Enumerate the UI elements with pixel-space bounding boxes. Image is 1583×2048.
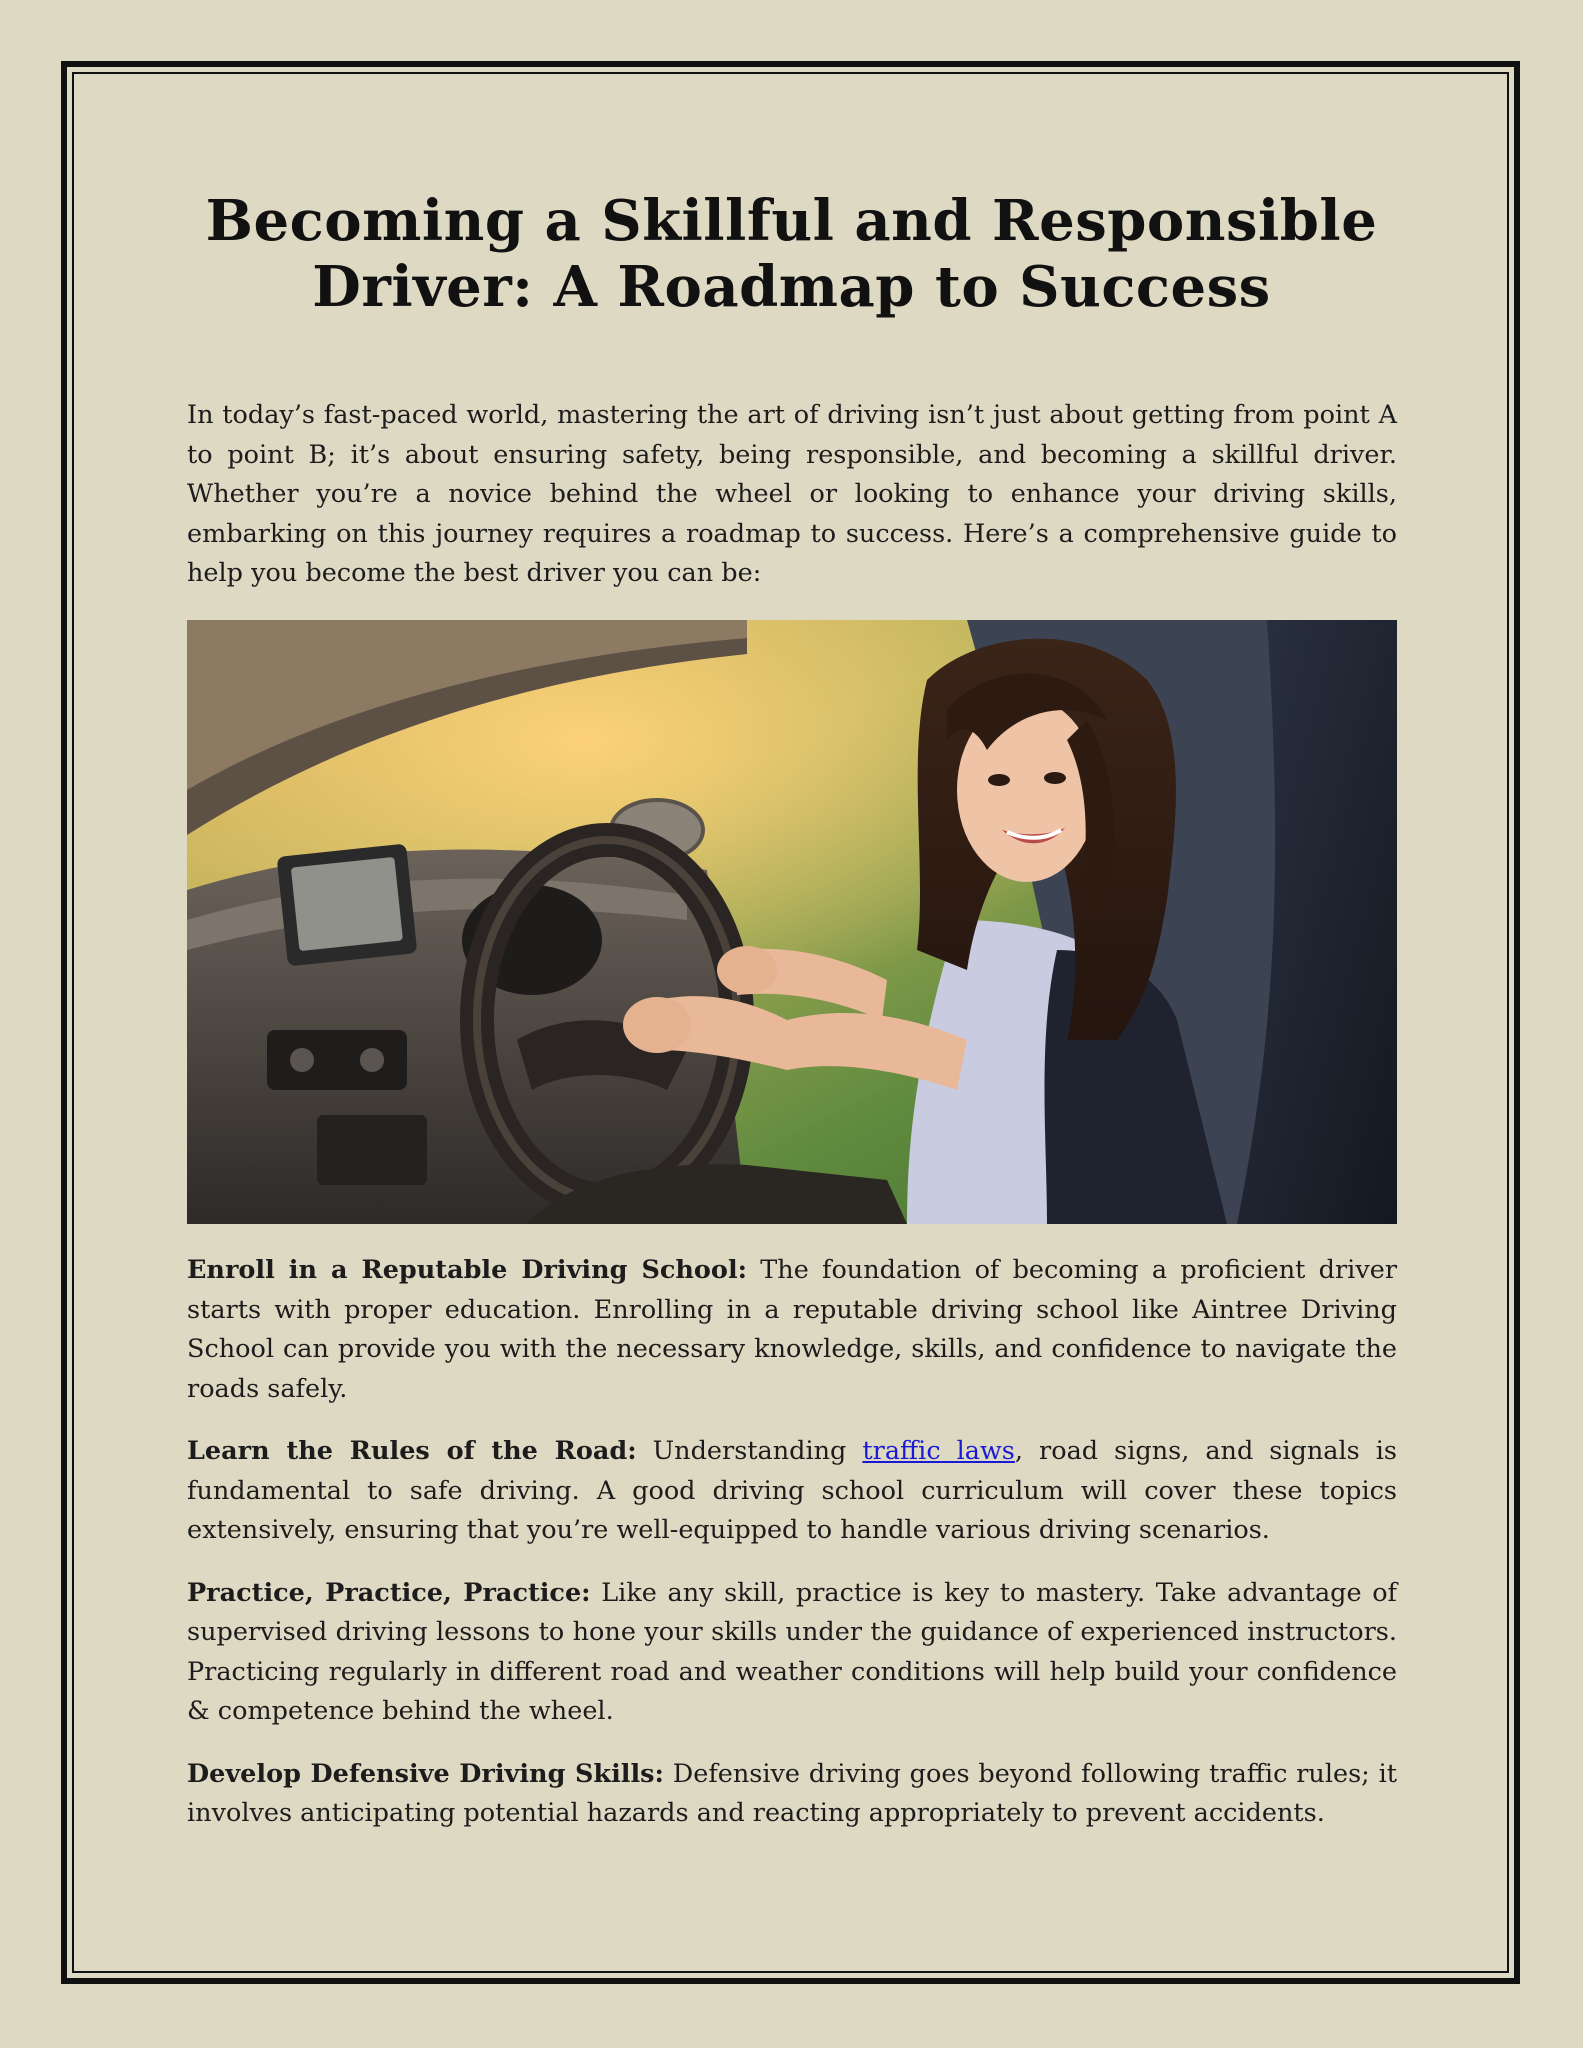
section-heading: Develop Defensive Driving Skills: xyxy=(187,1758,664,1789)
intro-paragraph: In today’s fast-paced world, mastering the art of driving isn’t just about getting from point A to point B; it’s about ensuring safety, being responsible, and becoming a skillful driver. Whether you’re a novice behind the wheel or looking to enhance your driving skills, embarking on this journey requires a roadmap to success. Here’s a comprehensive guide to help you become the best driver you can be: xyxy=(187,400,1397,588)
section-text: The foundation of becoming a proficient driver starts with proper education. Enrolling in a reputable driving school like Aintree Driving School can provide you with the necessary knowledge, skills, and confidence to navigate the roads safely. xyxy=(187,1255,1398,1404)
section-defensive-driving xyxy=(187,1755,1397,1834)
section-text: Understanding xyxy=(636,1436,863,1466)
article-sections xyxy=(187,1251,1397,1857)
page-title xyxy=(160,188,1423,320)
article-photo xyxy=(187,620,1397,1224)
section-practice xyxy=(187,1574,1397,1732)
section-text: , road signs, and signals is fundamental to safe driving. A good driving school curriculum will cover these topics extensively, ensuring that you’re well-equipped to handle various driving scenarios. xyxy=(187,1436,1397,1545)
title-line-2: Driver: A Roadmap to Success xyxy=(312,254,1271,320)
title-line-1: Becoming a Skillful and Responsible xyxy=(205,188,1378,254)
section-enroll-driving-school xyxy=(187,1251,1397,1409)
section-heading: Practice, Practice, Practice: xyxy=(187,1577,591,1608)
section-text: Defensive driving goes beyond following traffic rules; it involves anticipating potential hazards and reacting appropriately to prevent accidents. xyxy=(187,1758,1397,1828)
photo-woman-driving-car-icon xyxy=(187,620,1397,1224)
section-learn-rules xyxy=(187,1432,1397,1551)
traffic-laws-link[interactable]: traffic laws xyxy=(862,1436,1015,1466)
section-heading: Enroll in a Reputable Driving School: xyxy=(187,1255,748,1285)
section-heading: Learn the Rules of the Road: xyxy=(187,1436,637,1466)
section-text: Like any skill, practice is key to mastery. Take advantage of supervised driving lessons to hone your skills under the guidance of experienced instructors. Practicing regularly in different road and weather conditions will help build your confidence & competence behind the wheel. xyxy=(187,1577,1397,1726)
